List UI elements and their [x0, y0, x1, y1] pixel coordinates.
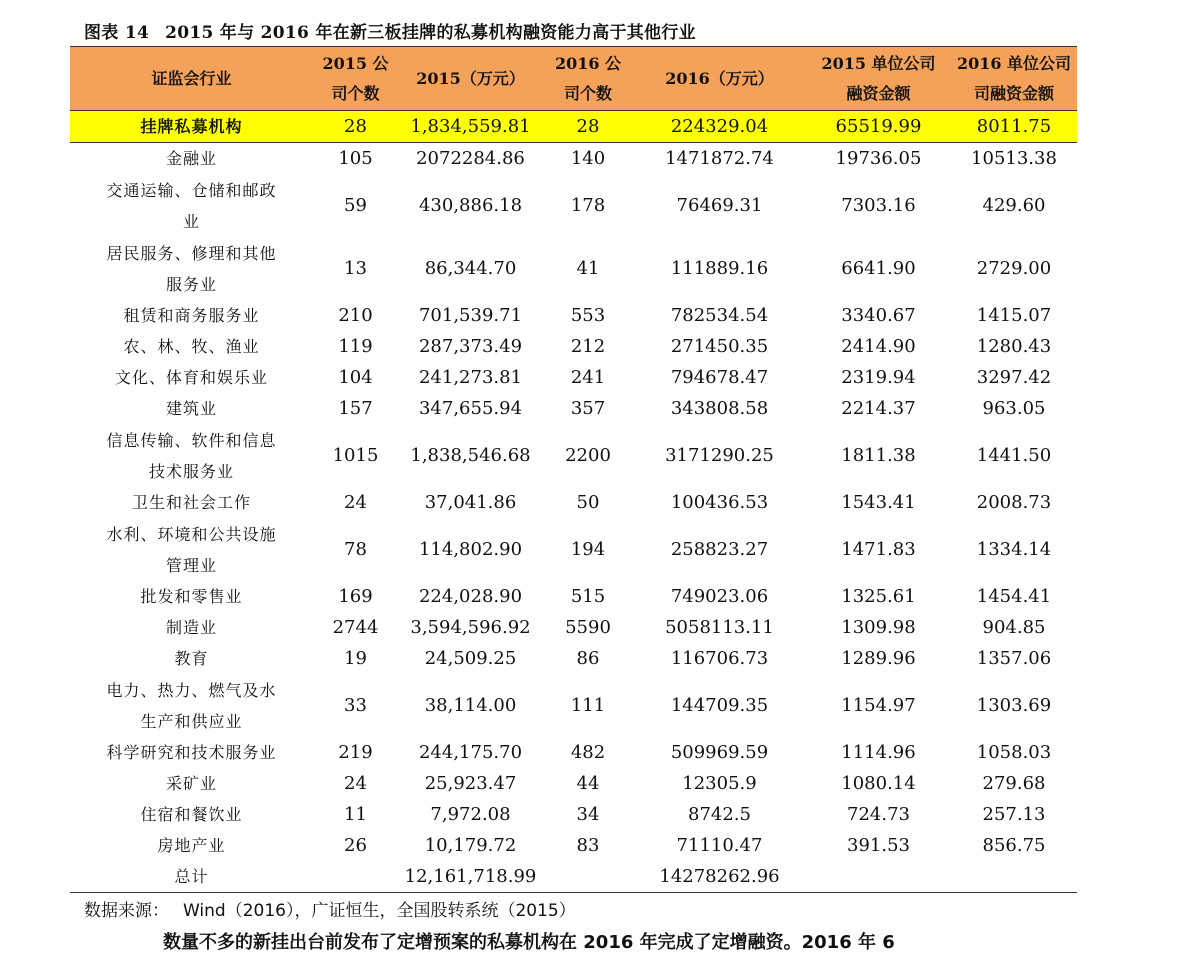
table-row	[70, 581, 1077, 612]
industry-cell	[70, 643, 313, 674]
per-company-2015-cell: 3340.67	[841, 305, 916, 326]
table-row	[70, 830, 1077, 861]
amount-2016-cell: 14278262.96	[633, 861, 806, 893]
amount-2015-cell: 347,655.94	[418, 398, 523, 419]
industry-name-line: 挂牌私募机构	[140, 117, 243, 136]
table-row	[70, 300, 1077, 331]
industry-cell	[70, 393, 313, 424]
amount-2016-cell: 3171290.25	[665, 445, 774, 466]
industry-cell	[70, 830, 313, 861]
table-row	[70, 362, 1077, 393]
table-row	[70, 331, 1077, 362]
industry-name-line: 卫生和社会工作	[131, 493, 251, 512]
figure-title: 2015 年与 2016 年在新三板挂牌的私募机构融资能力高于其他行业	[165, 23, 696, 43]
per-company-2016-cell: 257.13	[982, 804, 1046, 825]
table-row	[70, 643, 1077, 674]
industry-cell	[70, 674, 313, 737]
count-2016-cell: 86	[576, 648, 600, 669]
count-2015-cell: 13	[344, 258, 367, 279]
industry-cell	[70, 362, 313, 393]
industry-cell	[70, 799, 313, 830]
amount-2016-cell: 794678.47	[670, 367, 769, 388]
table-row	[70, 487, 1077, 518]
column-header-line: 2016 单位公司	[956, 53, 1072, 73]
column-header	[951, 47, 1077, 111]
per-company-2016-cell: 3297.42	[976, 367, 1052, 388]
amount-2016-cell: 116706.73	[670, 648, 769, 669]
column-header	[70, 47, 313, 111]
count-2015-cell: 19	[344, 648, 367, 669]
count-2016-cell: 553	[570, 305, 606, 326]
continuation-paragraph: 数量不多的新挂出台前发布了定增预案的私募机构在 2016 年完成了定增融资。2016 年 6	[163, 932, 895, 953]
data-source-text: Wind（2016），广证恒生，全国股转系统（2015）	[183, 901, 576, 921]
amount-2015-cell: 224,028.90	[418, 586, 523, 607]
industry-name-line: 制造业	[165, 618, 217, 637]
count-2016-cell: 83	[576, 835, 600, 856]
industry-name-line: 总计	[174, 867, 209, 886]
amount-2016-cell: 224329.04	[633, 111, 806, 143]
count-2015-cell: 157	[338, 398, 373, 419]
amount-2016-cell: 100436.53	[670, 492, 769, 513]
per-company-2016-cell: 2008.73	[976, 492, 1052, 513]
industry-name-line: 生产和供应业	[140, 711, 243, 731]
count-2015-cell	[313, 861, 398, 893]
count-2016-cell: 194	[570, 539, 606, 560]
amount-2016-cell: 343808.58	[670, 398, 769, 419]
per-company-2015-cell: 6641.90	[841, 258, 916, 279]
amount-2015-cell: 1,838,546.68	[410, 445, 531, 466]
table-row	[70, 237, 1077, 300]
count-2015-cell: 1015	[332, 445, 379, 466]
count-2016-cell: 44	[576, 773, 600, 794]
column-header-line: 2016（万元）	[665, 68, 774, 88]
per-company-2015-cell: 1154.97	[841, 695, 916, 716]
industry-cell	[70, 143, 313, 175]
per-company-2015-cell: 19736.05	[835, 148, 922, 169]
per-company-2016-cell: 856.75	[982, 835, 1046, 856]
count-2016-cell: 28	[543, 111, 633, 143]
column-header-line: 2016 公	[554, 53, 622, 73]
per-company-2016-cell: 429.60	[982, 195, 1046, 216]
per-company-2016-cell: 1280.43	[976, 336, 1052, 357]
industry-cell	[70, 111, 313, 143]
per-company-2015-cell: 1114.96	[841, 742, 916, 763]
amount-2015-cell: 114,802.90	[418, 539, 523, 560]
industry-name-line: 水利、环境和公共设施	[106, 524, 277, 544]
column-header	[806, 47, 951, 111]
per-company-2016-cell	[951, 861, 1077, 893]
per-company-2015-cell: 1543.41	[841, 492, 916, 513]
industry-name-line: 文化、体育和娱乐业	[114, 368, 268, 387]
industry-cell	[70, 237, 313, 300]
count-2015-cell: 59	[344, 195, 367, 216]
table-body	[70, 111, 1077, 893]
amount-2015-cell: 12,161,718.99	[398, 861, 543, 893]
data-source-note	[84, 896, 576, 921]
per-company-2015-cell: 1080.14	[841, 773, 916, 794]
table-row	[70, 799, 1077, 830]
table-row	[70, 518, 1077, 581]
amount-2016-cell: 71110.47	[676, 835, 763, 856]
amount-2016-cell: 749023.06	[670, 586, 769, 607]
per-company-2016-cell: 904.85	[982, 617, 1046, 638]
table-row	[70, 143, 1077, 175]
amount-2015-cell: 241,273.81	[418, 367, 523, 388]
table-row	[70, 737, 1077, 768]
per-company-2016-cell: 1441.50	[976, 445, 1052, 466]
industry-cell	[70, 487, 313, 518]
amount-2015-cell: 701,539.71	[418, 305, 523, 326]
per-company-2016-cell: 1303.69	[976, 695, 1052, 716]
column-header	[543, 47, 633, 111]
amount-2016-cell: 5058113.11	[665, 617, 774, 638]
column-header	[633, 47, 806, 111]
count-2015-cell: 104	[338, 367, 373, 388]
industry-name-line: 交通运输、仓储和邮政	[106, 180, 277, 200]
table-row	[70, 393, 1077, 424]
count-2015-cell: 169	[338, 586, 373, 607]
industry-cell	[70, 768, 313, 799]
table-row	[70, 612, 1077, 643]
amount-2015-cell: 10,179.72	[424, 835, 517, 856]
count-2016-cell: 2200	[565, 445, 611, 466]
amount-2016-cell: 144709.35	[670, 695, 769, 716]
amount-2015-cell: 287,373.49	[418, 336, 523, 357]
amount-2016-cell: 271450.35	[670, 336, 769, 357]
industry-name-line: 信息传输、软件和信息	[106, 430, 277, 450]
industry-cell	[70, 300, 313, 331]
per-company-2015-cell: 1811.38	[841, 445, 916, 466]
amount-2015-cell: 3,594,596.92	[410, 617, 531, 638]
count-2015-cell: 119	[338, 336, 373, 357]
amount-2016-cell: 258823.27	[670, 539, 769, 560]
count-2016-cell	[543, 861, 633, 893]
industry-name-line: 房地产业	[157, 836, 226, 855]
amount-2015-cell: 38,114.00	[424, 695, 517, 716]
per-company-2015-cell: 1325.61	[841, 586, 916, 607]
per-company-2016-cell: 1334.14	[976, 539, 1052, 560]
per-company-2015-cell: 65519.99	[806, 111, 951, 143]
table-row	[70, 768, 1077, 799]
per-company-2016-cell: 10513.38	[971, 148, 1057, 169]
amount-2015-cell: 24,509.25	[424, 648, 517, 669]
industry-name-line: 业	[182, 211, 200, 231]
column-header-line: 证监会行业	[151, 68, 232, 88]
industry-name-line: 教育	[174, 649, 209, 668]
highlight-row-private-equity	[70, 111, 1077, 143]
industry-name-line: 科学研究和技术服务业	[106, 743, 277, 762]
industry-name-line: 建筑业	[165, 399, 217, 418]
amount-2015-cell: 25,923.47	[424, 773, 517, 794]
count-2016-cell: 50	[576, 492, 600, 513]
count-2015-cell: 28	[313, 111, 398, 143]
per-company-2015-cell: 1309.98	[841, 617, 916, 638]
amount-2015-cell: 7,972.08	[430, 804, 511, 825]
industry-name-line: 租赁和商务服务业	[123, 306, 260, 325]
column-header	[398, 47, 543, 111]
count-2015-cell: 2744	[332, 617, 379, 638]
per-company-2016-cell: 1058.03	[976, 742, 1052, 763]
column-header-line: 司个数	[331, 83, 380, 103]
industry-cell	[70, 174, 313, 237]
count-2016-cell: 515	[570, 586, 606, 607]
count-2015-cell: 24	[344, 492, 367, 513]
industry-cell	[70, 861, 313, 893]
column-header-line: 司融资金额	[973, 83, 1054, 103]
industry-name-line: 电力、热力、燃气及水	[106, 680, 277, 700]
total-row	[70, 861, 1077, 893]
data-source-label: 数据来源：	[84, 901, 169, 921]
count-2015-cell: 210	[338, 305, 373, 326]
industry-name-line: 服务业	[165, 274, 217, 294]
count-2016-cell: 482	[570, 742, 606, 763]
amount-2016-cell: 509969.59	[670, 742, 769, 763]
per-company-2015-cell: 2319.94	[841, 367, 916, 388]
per-company-2015-cell: 2214.37	[841, 398, 916, 419]
column-header-line: 2015（万元）	[416, 68, 525, 88]
count-2016-cell: 178	[570, 195, 606, 216]
count-2015-cell: 105	[338, 148, 373, 169]
amount-2016-cell: 8742.5	[688, 804, 751, 825]
table-header-row	[70, 47, 1077, 111]
count-2015-cell: 33	[344, 695, 367, 716]
per-company-2016-cell: 1415.07	[976, 305, 1052, 326]
count-2016-cell: 140	[570, 148, 606, 169]
count-2015-cell: 11	[344, 804, 367, 825]
column-header	[313, 47, 398, 111]
count-2016-cell: 357	[570, 398, 606, 419]
count-2015-cell: 78	[344, 539, 367, 560]
per-company-2015-cell: 1471.83	[841, 539, 916, 560]
per-company-2015-cell: 2414.90	[841, 336, 916, 357]
per-company-2016-cell: 1454.41	[976, 586, 1052, 607]
column-header-line: 2015 公	[322, 53, 389, 73]
industry-name-line: 住宿和餐饮业	[140, 805, 243, 824]
industry-name-line: 技术服务业	[148, 461, 234, 481]
industry-cell	[70, 518, 313, 581]
per-company-2016-cell: 963.05	[982, 398, 1046, 419]
industry-name-line: 农、林、牧、渔业	[123, 337, 260, 356]
count-2015-cell: 26	[344, 835, 367, 856]
amount-2016-cell: 782534.54	[670, 305, 769, 326]
amount-2015-cell: 86,344.70	[424, 258, 517, 279]
count-2016-cell: 241	[570, 367, 606, 388]
amount-2015-cell: 2072284.86	[416, 148, 525, 169]
per-company-2015-cell	[806, 861, 951, 893]
industry-name-line: 居民服务、修理和其他	[106, 243, 277, 263]
industry-cell	[70, 331, 313, 362]
amount-2015-cell: 37,041.86	[424, 492, 517, 513]
industry-cell	[70, 581, 313, 612]
figure-number: 图表 14	[84, 23, 150, 43]
amount-2015-cell: 1,834,559.81	[398, 111, 543, 143]
per-company-2015-cell: 1289.96	[841, 648, 916, 669]
amount-2016-cell: 1471872.74	[665, 148, 774, 169]
per-company-2016-cell: 8011.75	[951, 111, 1077, 143]
count-2016-cell: 34	[576, 804, 600, 825]
amount-2015-cell: 244,175.70	[418, 742, 523, 763]
financing-table	[70, 46, 1077, 893]
industry-cell	[70, 612, 313, 643]
industry-name-line: 采矿业	[165, 774, 217, 793]
count-2015-cell: 219	[338, 742, 373, 763]
per-company-2016-cell: 2729.00	[976, 258, 1052, 279]
amount-2016-cell: 12305.9	[682, 773, 757, 794]
column-header-line: 司个数	[563, 83, 612, 103]
per-company-2015-cell: 724.73	[847, 804, 910, 825]
column-header-line: 融资金额	[846, 83, 911, 103]
column-header-line: 2015 单位公司	[821, 53, 936, 73]
table-row	[70, 424, 1077, 487]
per-company-2015-cell: 391.53	[847, 835, 910, 856]
industry-name-line: 金融业	[165, 149, 217, 168]
amount-2016-cell: 111889.16	[670, 258, 769, 279]
industry-cell	[70, 737, 313, 768]
industry-name-line: 管理业	[165, 555, 217, 575]
count-2016-cell: 111	[570, 695, 606, 716]
industry-name-line: 批发和零售业	[140, 587, 243, 606]
per-company-2016-cell: 1357.06	[976, 648, 1052, 669]
industry-cell	[70, 424, 313, 487]
table-row	[70, 174, 1077, 237]
amount-2015-cell: 430,886.18	[418, 195, 523, 216]
amount-2016-cell: 76469.31	[676, 195, 763, 216]
per-company-2015-cell: 7303.16	[841, 195, 916, 216]
count-2016-cell: 5590	[565, 617, 611, 638]
count-2016-cell: 41	[576, 258, 600, 279]
count-2016-cell: 212	[570, 336, 606, 357]
count-2015-cell: 24	[344, 773, 367, 794]
figure-caption	[84, 18, 696, 43]
table-row	[70, 674, 1077, 737]
per-company-2016-cell: 279.68	[982, 773, 1046, 794]
